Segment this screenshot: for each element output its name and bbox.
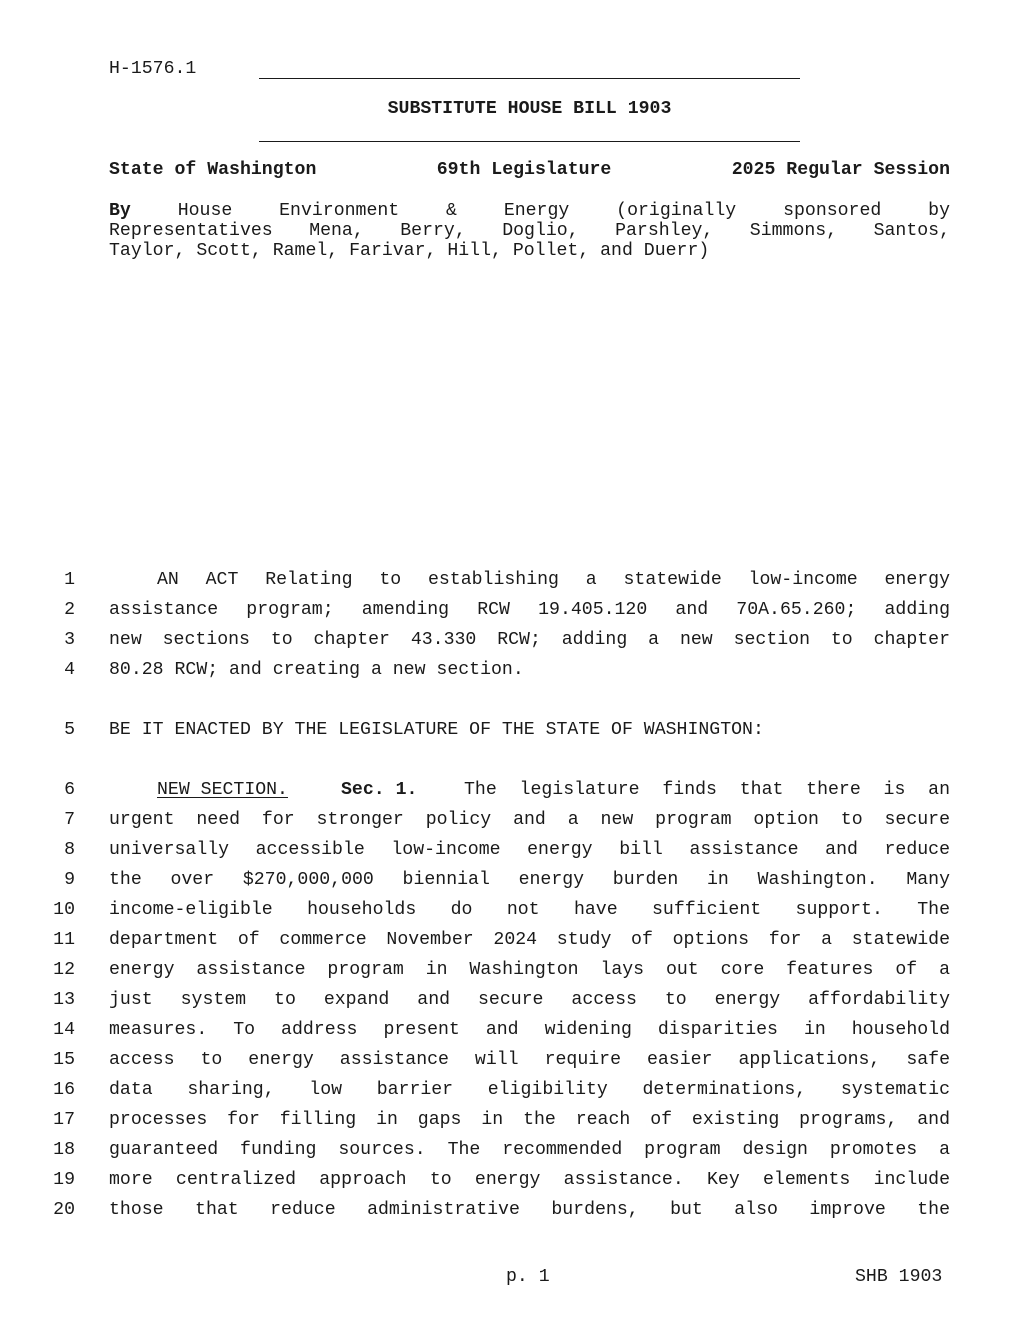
line-number: 7 xyxy=(64,810,75,830)
act-line: new sections to chapter 43.330 RCW; adding a new section to chapter xyxy=(109,630,950,650)
body-line: income-eligible households do not have sufficient support. The xyxy=(109,900,950,920)
line-number: 4 xyxy=(64,660,75,680)
body-line: processes for filling in gaps in the reach of existing programs, and xyxy=(109,1110,950,1130)
line-number: 2 xyxy=(64,600,75,620)
page-number: p. 1 xyxy=(506,1267,550,1287)
line-number: 3 xyxy=(64,630,75,650)
line-number: 12 xyxy=(53,960,75,980)
line-number: 13 xyxy=(53,990,75,1010)
body-line: universally accessible low-income energy bill assistance and reduce xyxy=(109,840,950,860)
body-line: measures. To address present and widening disparities in household xyxy=(109,1020,950,1040)
body-line: guaranteed funding sources. The recommended program design promotes a xyxy=(109,1140,950,1160)
line-number: 17 xyxy=(53,1110,75,1130)
enacting-clause: BE IT ENACTED BY THE LEGISLATURE OF THE STATE OF WASHINGTON: xyxy=(109,720,764,740)
line-number: 16 xyxy=(53,1080,75,1100)
legislature-label: 69th Legislature xyxy=(436,160,612,180)
line-number: 14 xyxy=(53,1020,75,1040)
body-line: just system to expand and secure access to energy affordability xyxy=(109,990,950,1010)
line-number: 18 xyxy=(53,1140,75,1160)
sponsor-line-1-text: House Environment & Energy (originally sponsored by xyxy=(177,201,950,221)
line-number: 8 xyxy=(64,840,75,860)
line-number: 1 xyxy=(64,570,75,590)
line-number: 10 xyxy=(53,900,75,920)
session-header xyxy=(109,160,950,180)
line-number: 11 xyxy=(53,930,75,950)
document-code: H-1576.1 xyxy=(109,59,197,79)
body-line: those that reduce administrative burdens, but also improve the xyxy=(109,1200,950,1220)
sponsor-line-2: Representatives Mena, Berry, Doglio, Parshley, Simmons, Santos, xyxy=(109,221,950,241)
section-number: Sec. 1. xyxy=(341,780,418,800)
sponsor-line-1 xyxy=(109,201,950,221)
line-number: 20 xyxy=(53,1200,75,1220)
body-line: the over $270,000,000 biennial energy burden in Washington. Many xyxy=(109,870,950,890)
body-line: urgent need for stronger policy and a new program option to secure xyxy=(109,810,950,830)
line-number: 9 xyxy=(64,870,75,890)
new-section-label: NEW SECTION. xyxy=(157,780,288,800)
session-label: 2025 Regular Session xyxy=(731,160,950,180)
line-number: 19 xyxy=(53,1170,75,1190)
line-number: 15 xyxy=(53,1050,75,1070)
sponsor-line-3: Taylor, Scott, Ramel, Farivar, Hill, Pollet, and Duerr) xyxy=(109,241,710,261)
by-label: By xyxy=(109,201,131,221)
line-number: 5 xyxy=(64,720,75,740)
footer-bill-short: SHB 1903 xyxy=(855,1267,943,1287)
sponsor-block xyxy=(109,201,950,261)
body-line: energy assistance program in Washington lays out core features of a xyxy=(109,960,950,980)
title-rule-top xyxy=(259,78,800,79)
title-rule-bottom xyxy=(259,141,800,142)
line-number: 6 xyxy=(64,780,75,800)
body-line: data sharing, low barrier eligibility determinations, systematic xyxy=(109,1080,950,1100)
section-first-line: The legislature finds that there is an xyxy=(464,780,950,800)
act-line: 80.28 RCW; and creating a new section. xyxy=(109,660,524,680)
body-line: more centralized approach to energy assistance. Key elements include xyxy=(109,1170,950,1190)
bill-title: SUBSTITUTE HOUSE BILL 1903 xyxy=(387,99,672,119)
body-line: department of commerce November 2024 study of options for a statewide xyxy=(109,930,950,950)
body-line: access to energy assistance will require easier applications, safe xyxy=(109,1050,950,1070)
act-line: assistance program; amending RCW 19.405.120 and 70A.65.260; adding xyxy=(109,600,950,620)
act-line: AN ACT Relating to establishing a statewide low-income energy xyxy=(157,570,950,590)
state-label: State of Washington xyxy=(109,160,317,180)
